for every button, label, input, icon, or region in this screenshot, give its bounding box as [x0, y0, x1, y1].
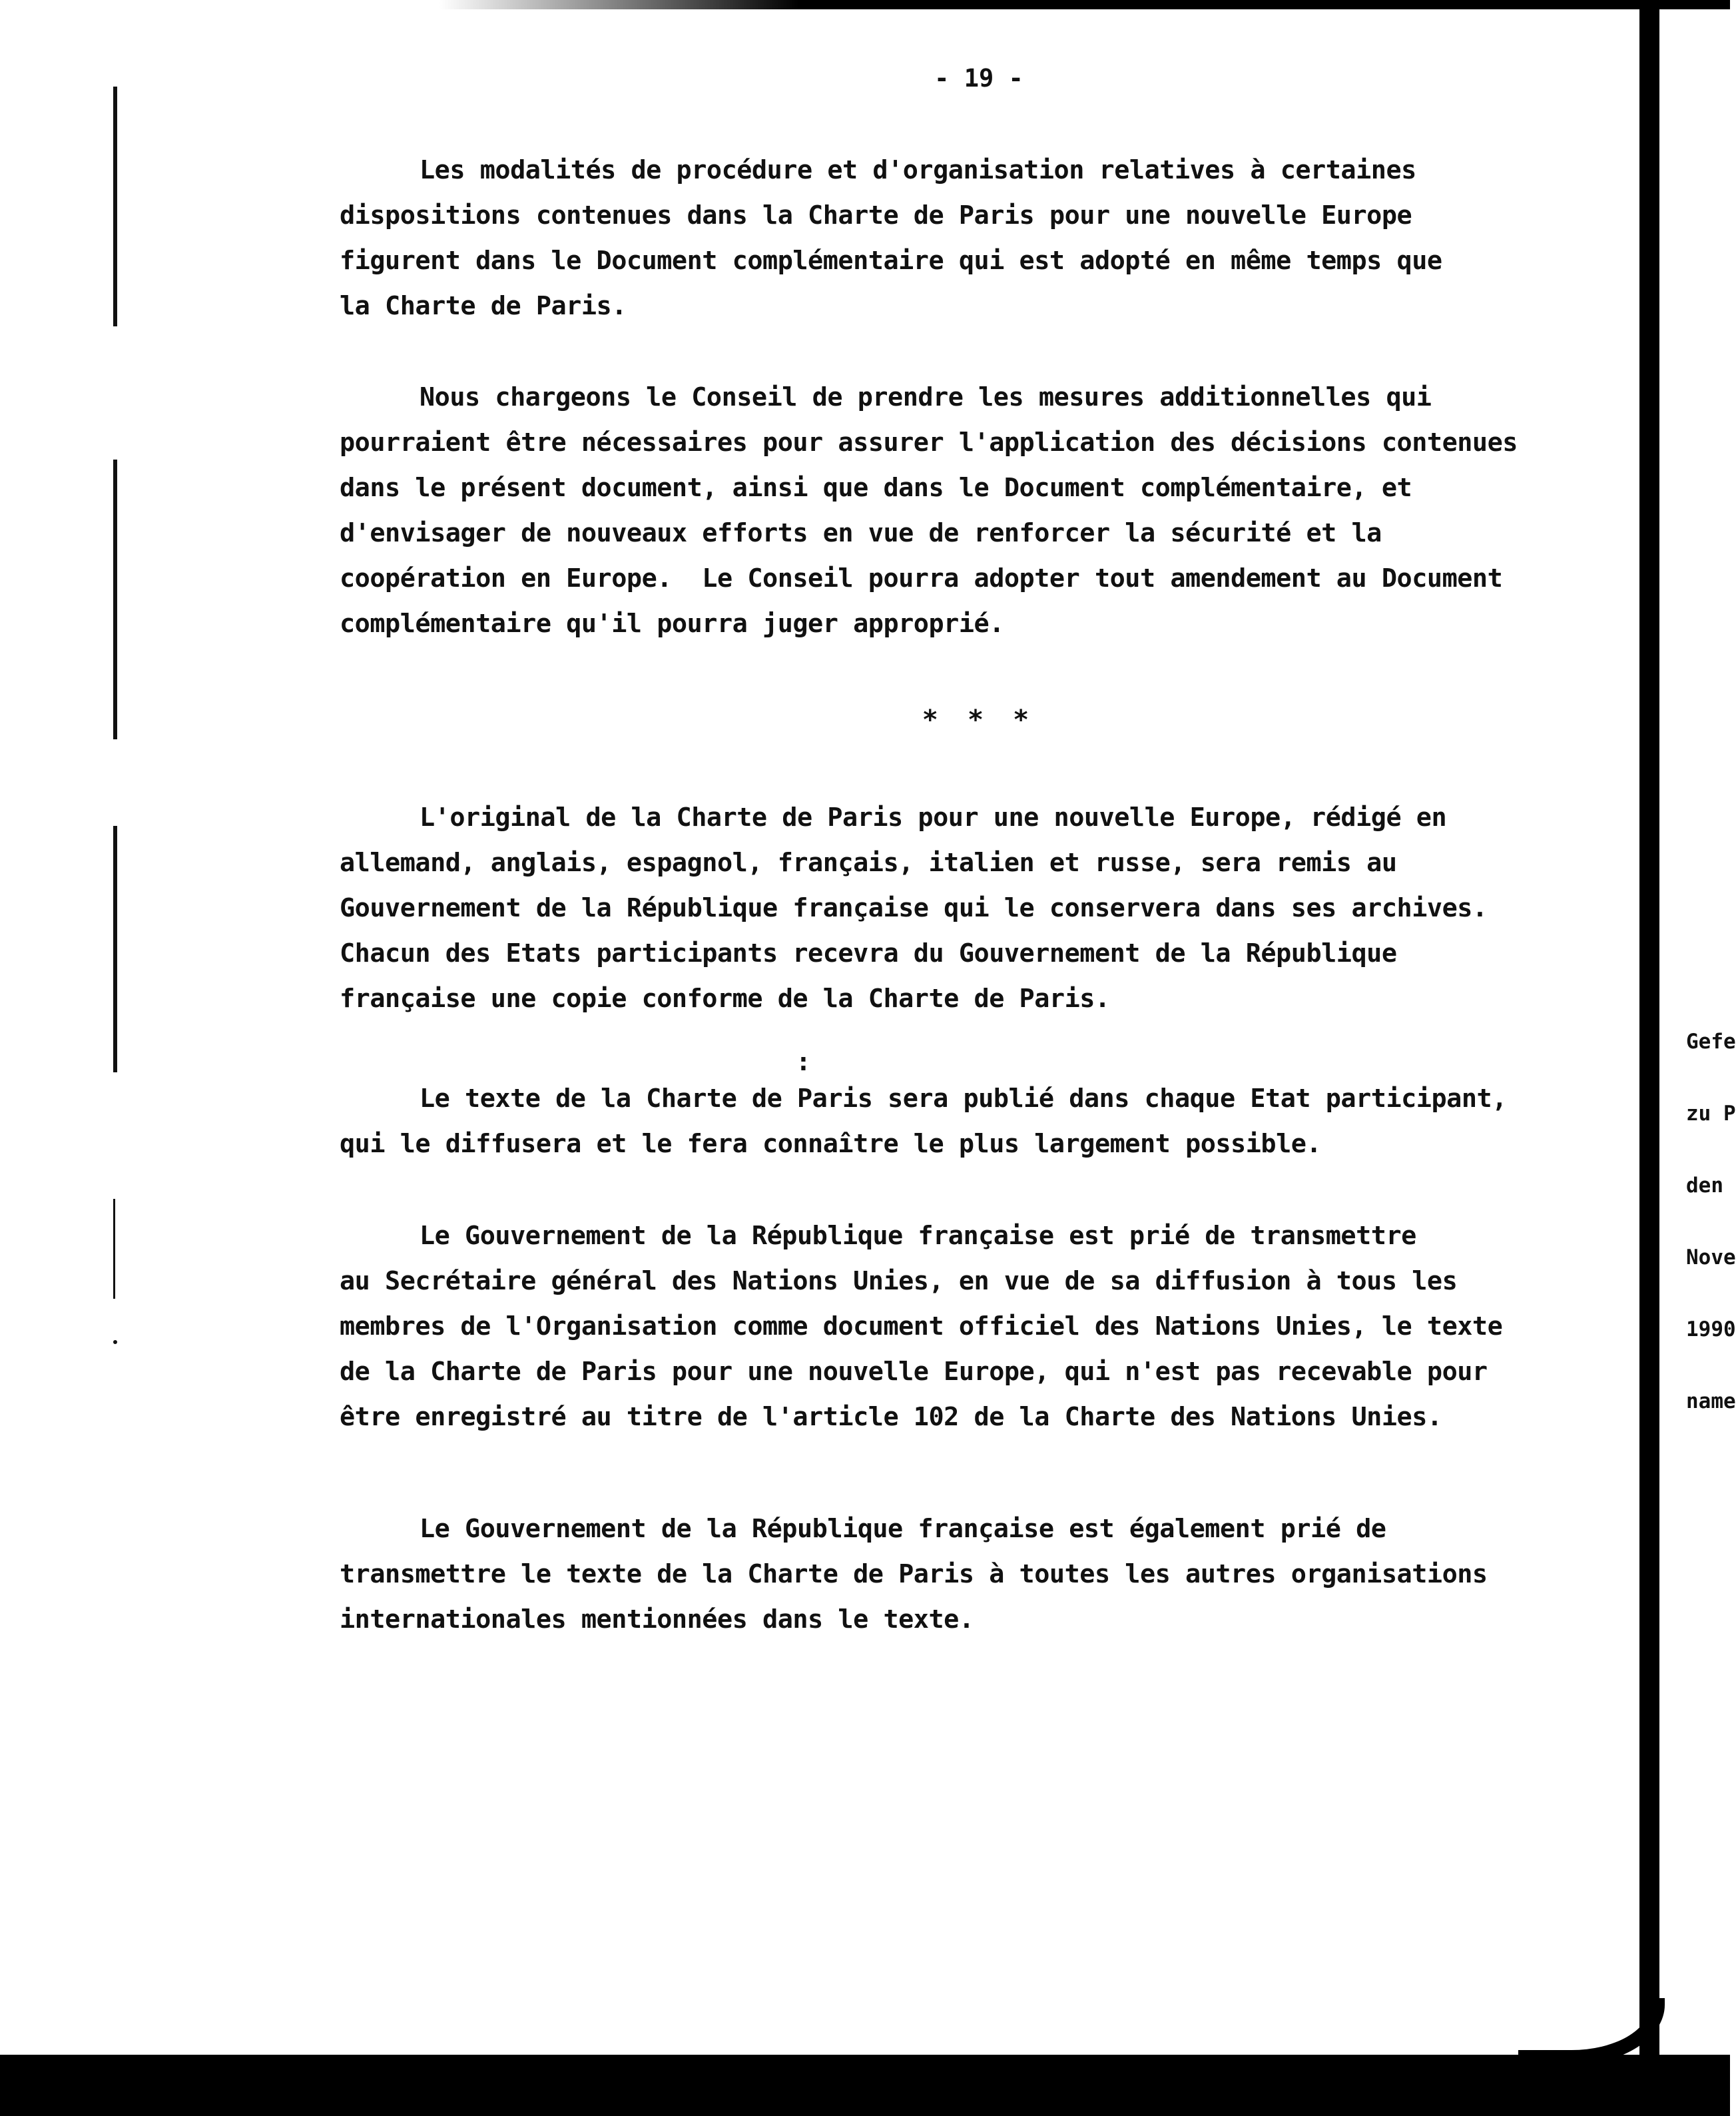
paragraph-line: coopération en Europe. Le Conseil pourra adopter tout amendement au Document: [340, 563, 1503, 593]
paragraph-2: [340, 375, 1585, 647]
paragraph-line: française une copie conforme de la Charte de Paris.: [340, 984, 1110, 1014]
paragraph-line: figurent dans le Document complémentaire qui est adopté en même temps que: [340, 246, 1442, 276]
margin-note-line: 1990: [1686, 1317, 1736, 1341]
paragraph-1: [340, 148, 1585, 329]
paragraph-line: transmettre le texte de la Charte de Paris à toutes les autres organisations: [340, 1559, 1488, 1589]
paragraph-line: L'original de la Charte de Paris pour une nouvelle Europe, rédigé en: [420, 803, 1447, 833]
scan-page-edge: [1639, 0, 1659, 2116]
paragraph-line: pourraient être nécessaires pour assurer l'application des décisions contenues: [340, 428, 1518, 458]
paragraph-line: dans le présent document, ainsi que dans le Document complémentaire, et: [340, 473, 1412, 503]
paragraph-4: [340, 1076, 1585, 1167]
margin-mark-2: [113, 460, 117, 739]
paragraph-line: Nous chargeons le Conseil de prendre les mesures additionnelles qui: [420, 382, 1432, 412]
paragraph-line: complémentaire qu'il pourra juger approprié.: [340, 609, 1004, 639]
margin-note-line: Gefe: [1686, 1030, 1736, 1054]
paragraph-5: [340, 1214, 1585, 1440]
paragraph-line: au Secrétaire général des Nations Unies, en vue de sa diffusion à tous les: [340, 1266, 1458, 1296]
adjacent-page-margin-note: [1686, 982, 1736, 1437]
paragraph-line: Chacun des Etats participants recevra du Gouvernement de la République: [340, 938, 1397, 968]
scan-top-edge-fade: [0, 0, 799, 9]
margin-note-line: Nove: [1686, 1245, 1736, 1269]
paragraph-line: de la Charte de Paris pour une nouvelle Europe, qui n'est pas recevable pour: [340, 1357, 1488, 1387]
paragraph-line: être enregistré au titre de l'article 102 de la Charte des Nations Unies.: [340, 1402, 1442, 1432]
section-separator: * * *: [922, 705, 1036, 735]
paragraph-6: [340, 1507, 1585, 1642]
paragraph-line: la Charte de Paris.: [340, 291, 627, 321]
paragraph-line: membres de l'Organisation comme document officiel des Nations Unies, le texte: [340, 1311, 1503, 1341]
paragraph-line: Le Gouvernement de la République française est également prié de: [420, 1514, 1386, 1544]
margin-mark-4: [113, 1199, 115, 1299]
scan-bottom-edge: [0, 2055, 1730, 2116]
page-number: - 19 -: [934, 64, 1023, 93]
paragraph-line: Les modalités de procédure et d'organisation relatives à certaines: [420, 155, 1416, 185]
paragraph-line: dispositions contenues dans la Charte de Paris pour une nouvelle Europe: [340, 200, 1412, 230]
margin-mark-3: [113, 826, 117, 1072]
paragraph-line: internationales mentionnées dans le texte.: [340, 1604, 974, 1634]
paragraph-line: d'envisager de nouveaux efforts en vue de renforcer la sécurité et la: [340, 518, 1382, 548]
paragraph-3: [340, 795, 1585, 1022]
paragraph-line: allemand, anglais, espagnol, français, italien et russe, sera remis au: [340, 848, 1397, 878]
paragraph-line: qui le diffusera et le fera connaître le plus largement possible.: [340, 1129, 1322, 1159]
margin-mark-1: [113, 87, 117, 326]
margin-note-line: den: [1686, 1174, 1723, 1198]
paragraph-line: Le texte de la Charte de Paris sera publié dans chaque Etat participant,: [420, 1084, 1507, 1114]
margin-note-line: zu P: [1686, 1102, 1736, 1126]
stray-colon: :: [796, 1047, 811, 1076]
paragraph-line: Gouvernement de la République française qui le conservera dans ses archives.: [340, 893, 1488, 923]
paragraph-line: Le Gouvernement de la République française est prié de transmettre: [420, 1221, 1416, 1251]
stray-dot: [113, 1340, 117, 1344]
margin-note-line: name: [1686, 1389, 1736, 1413]
